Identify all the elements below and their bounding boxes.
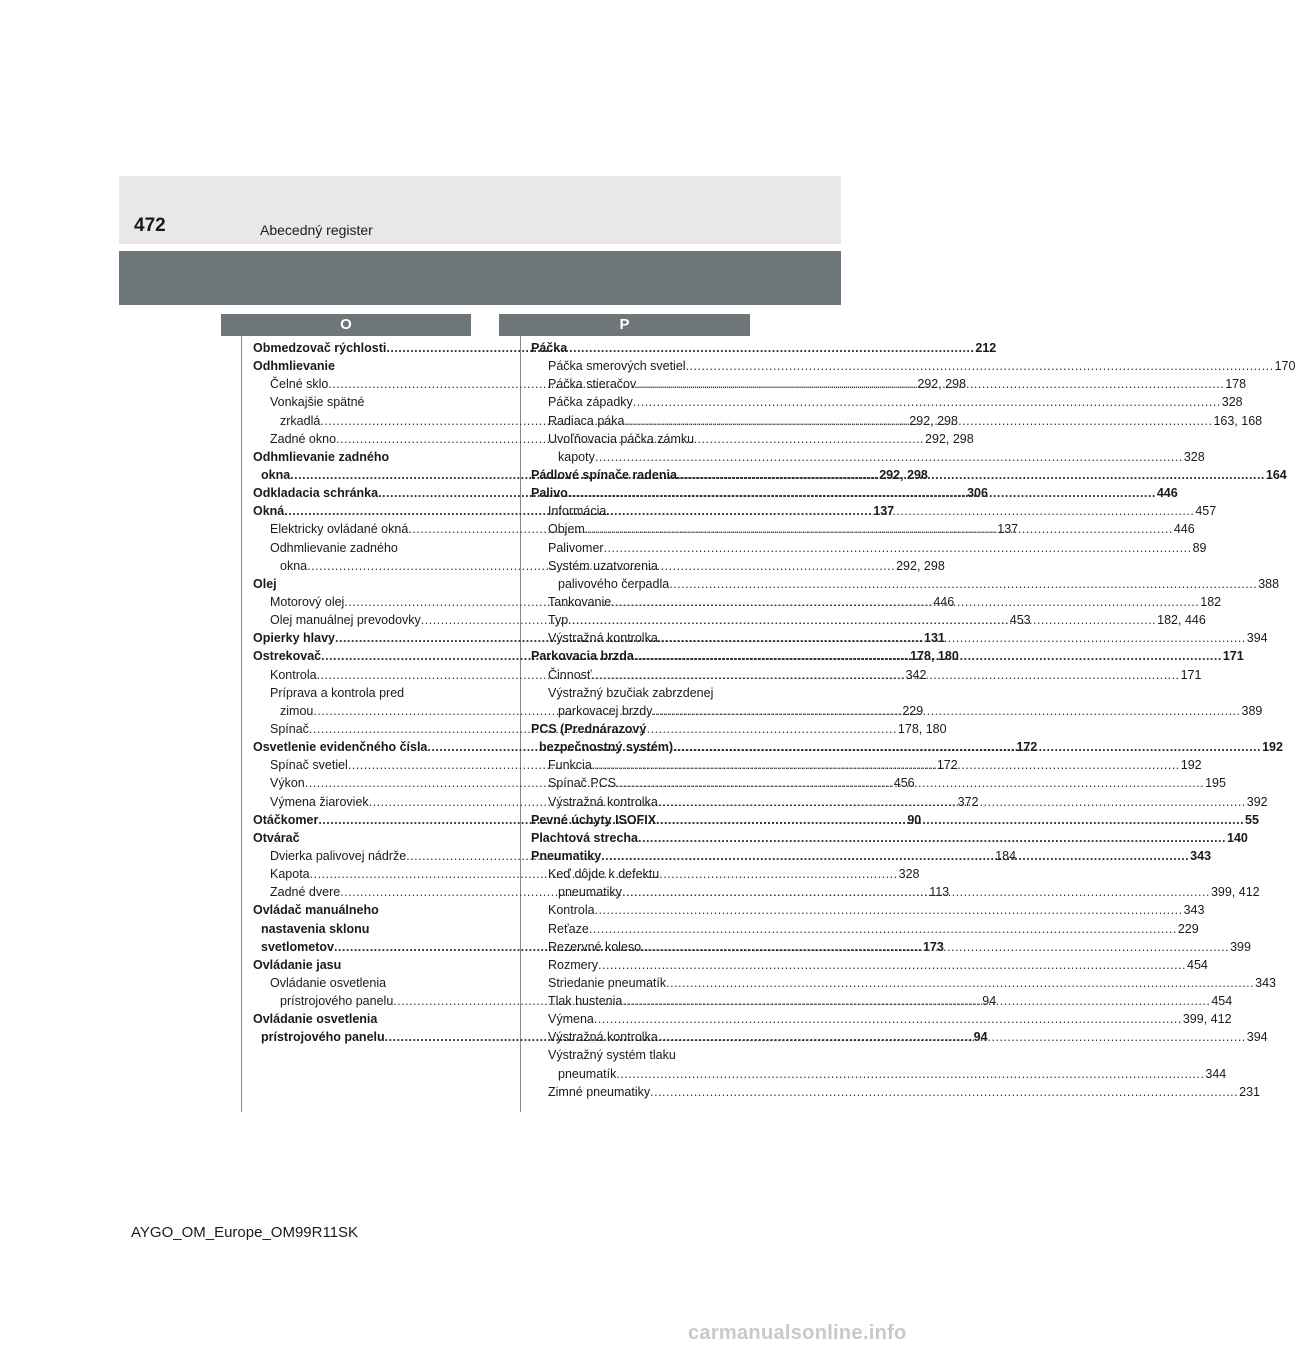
index-entry-pages: 343 (1255, 975, 1276, 990)
dot-leader (638, 829, 1226, 847)
index-entry-pages: 90 (907, 812, 922, 827)
index-entry-pages: 446 (933, 594, 955, 609)
index-entry-pages: 172 (936, 758, 958, 773)
index-entry-pages: 229 (902, 703, 924, 718)
index-entry-term: Tlak hustenia (548, 994, 623, 1009)
index-entry-term: pneumatík (558, 1066, 617, 1081)
index-entry (531, 920, 1199, 938)
index-entry-term: Keď dôjde k defektu (548, 867, 660, 882)
index-entry-term: Pevné úchyty ISOFIX (531, 812, 657, 827)
index-entry-term: Kapota (270, 867, 310, 882)
index-entry (531, 1028, 1268, 1046)
dot-leader (622, 883, 1210, 901)
index-entry-pages: 399 (1230, 939, 1251, 954)
index-entry-pages: 182, 446 (1157, 613, 1206, 628)
index-entry (531, 557, 750, 575)
index-entry-term: Olej (253, 576, 277, 591)
index-entry-term: svetlometov (261, 939, 334, 954)
index-entry-term: Výmena (548, 1012, 594, 1027)
dot-leader (641, 938, 1229, 956)
dot-leader (669, 575, 1257, 593)
index-entry-pages: 212 (975, 341, 997, 355)
index-entry-term: Zadné dvere (270, 885, 341, 900)
index-entry-pages: 89 (1192, 540, 1207, 555)
index-entry-pages: 454 (1211, 994, 1233, 1009)
dot-leader (653, 702, 1241, 720)
index-entry (253, 539, 471, 557)
index-entry-pages: 192 (1180, 758, 1202, 773)
page-number: 472 (134, 215, 166, 236)
dot-leader (568, 484, 1156, 502)
index-entry-term: Opierky hlavy (253, 631, 335, 646)
index-entry-pages: 192 (1262, 740, 1283, 755)
index-entry-pages: 182 (1200, 594, 1222, 609)
index-entry (253, 920, 471, 938)
column-divider-left (241, 336, 242, 1112)
index-entry-term: pneumatiky (558, 885, 622, 900)
dot-leader (589, 920, 1177, 938)
index-entry-pages: 344 (1205, 1066, 1227, 1081)
index-entry-term: Spínač PCS (548, 776, 617, 791)
dot-leader (604, 539, 1192, 557)
index-entry-term: zrkadlá (280, 413, 321, 428)
dot-leader (624, 412, 1212, 430)
index-entry-term: Ovládanie osvetlenia (253, 1012, 378, 1027)
index-entry-term: Informácia (548, 504, 607, 519)
index-entry (531, 575, 1280, 593)
index-entry-term: Výstražná kontrolka (548, 794, 658, 809)
index-entry (531, 1046, 750, 1064)
index-entry-pages: 328 (1183, 449, 1205, 464)
index-entry-term: Príprava a kontrola pred (270, 685, 405, 700)
dot-leader (594, 1010, 1182, 1028)
index-entry-term: palivového čerpadla (558, 576, 670, 591)
index-entry-term: Ovládanie osvetlenia (270, 975, 387, 990)
header-band (119, 251, 841, 305)
index-entry-term: Ovládač manuálneho (253, 903, 379, 918)
dot-leader (601, 847, 1189, 865)
dot-leader (633, 393, 1221, 411)
index-entry-pages: 229 (1177, 921, 1199, 936)
index-entry-term: Odhmlievanie zadného (253, 449, 390, 464)
index-entry (253, 956, 471, 974)
dot-leader (658, 793, 1246, 811)
index-entry-pages: 137 (873, 504, 895, 519)
index-entry-term: Pneumatiky (531, 848, 602, 863)
index-entry-term: Funkcia (548, 758, 592, 773)
index-entry-pages: 446 (1156, 486, 1178, 501)
index-entry-term: Spínač svetiel (270, 758, 348, 773)
index-entry-term: Ovládanie jasu (253, 957, 342, 972)
dot-leader (611, 593, 1199, 611)
index-entry-term: Výstražná kontrolka (548, 631, 658, 646)
index-entry (531, 1083, 1260, 1101)
index-entry-pages: 137 (997, 522, 1019, 537)
index-entry-pages: 170 (1274, 359, 1295, 374)
index-entry-term: Rozmery (548, 957, 599, 972)
index-entry-pages: 55 (1245, 812, 1259, 827)
index-entry-pages: 113 (929, 885, 950, 900)
index-entry (253, 357, 471, 375)
dot-leader (568, 611, 1156, 629)
index-entry-term: Objem (548, 522, 585, 537)
index-entry-pages: 446 (1173, 522, 1195, 537)
index-entry-term: Reťaze (548, 921, 589, 936)
index-entry-pages: 399, 412 (1210, 885, 1260, 900)
index-entry (531, 865, 750, 883)
index-entry-pages: 171 (1222, 649, 1244, 664)
index-entry-term: nastavenia sklonu (261, 921, 370, 936)
index-entry-term: Olej manuálnej prevodovky (270, 613, 421, 628)
index-entry-pages: 163, 168 (1213, 413, 1263, 428)
index-entry-term: bezpečnostný systém) (539, 740, 674, 755)
index-entry (253, 829, 471, 847)
index-entry-term: Výkon (270, 776, 305, 791)
index-entry-term: Radiaca páka (548, 413, 625, 428)
index-entry (531, 430, 750, 448)
index-entry-term: prístrojového panelu (261, 1030, 385, 1045)
dot-leader (636, 375, 1224, 393)
index-entry-term: Otáčkomer (253, 812, 319, 827)
index-entry-term: Odhmlievanie (253, 359, 335, 374)
index-entry-pages: 389 (1241, 703, 1263, 718)
dot-leader (616, 1065, 1204, 1083)
index-entry-pages: 343 (1190, 848, 1212, 863)
watermark: carmanualsonline.info (688, 1322, 907, 1344)
dot-leader (598, 956, 1186, 974)
index-entry (531, 1010, 1232, 1028)
dot-leader (656, 811, 1244, 829)
index-entry-pages: 399, 412 (1182, 1012, 1232, 1027)
index-entry-pages: 164 (1265, 467, 1287, 482)
dot-leader (595, 448, 1183, 466)
index-entry-pages: 171 (1180, 667, 1202, 682)
index-entry-pages: 94 (973, 1030, 988, 1045)
index-entry (531, 974, 1276, 992)
letter-heading-p: P (499, 314, 750, 336)
index-entry-term: Kontrola (270, 667, 317, 682)
index-entry-term: Plachtová strecha (531, 830, 638, 845)
dot-leader (616, 774, 1204, 792)
index-entry (253, 448, 471, 466)
index-entry-term: Vonkajšie spätné (270, 395, 365, 410)
index-entry-pages: 140 (1227, 830, 1248, 845)
index-entry (531, 357, 1295, 375)
index-entry-term: kapoty (558, 449, 595, 464)
header-top-bar (119, 176, 841, 244)
index-entry-term: Činnosť (548, 667, 592, 682)
index-entry-term: okna (280, 558, 308, 573)
index-entry-term: Ostrekovač (253, 649, 322, 664)
index-entry-term: Typ (548, 613, 569, 628)
index-entry-term: Striedanie pneumatík (548, 975, 667, 990)
index-entry-pages: 457 (1195, 504, 1217, 519)
index-entry-term: Uvoľňovacia páčka zámku (548, 431, 695, 446)
section-title: Abecedný register (260, 222, 373, 238)
index-entry-pages: 453 (1009, 613, 1031, 628)
index-entry-term: Palivomer (548, 540, 604, 555)
index-entry-pages: 328 (898, 867, 920, 882)
index-entry-pages: 394 (1246, 1030, 1268, 1045)
index-entry-pages: 343 (1183, 903, 1205, 918)
index-entry-term: Tankovanie (548, 594, 612, 609)
index-entry-term: Kontrola (548, 903, 595, 918)
index-entry (531, 339, 750, 357)
index-entry-term: Zimné pneumatiky (548, 1084, 651, 1099)
index-entry-pages: 394 (1246, 631, 1268, 646)
index-entry-term: parkovacej brzdy (558, 703, 653, 718)
index-entry-term: Osvetlenie evidenčného čísla (253, 740, 428, 755)
index-entry-term: Spínač (270, 721, 309, 736)
index-entry-pages: 184 (995, 848, 1017, 863)
index-entry-term: Obmedzovač rýchlosti (253, 341, 387, 355)
index-entry-term: Páčka (531, 341, 568, 355)
dot-leader (606, 502, 1194, 520)
index-entry-pages: 292, 298 (925, 431, 974, 446)
index-entry (531, 720, 750, 738)
index-entry (531, 448, 1205, 466)
index-entry-term: Páčka stieračov (548, 377, 637, 392)
index-entry-pages: 372 (957, 794, 979, 809)
index-entry-term: Výstražný bzučiak zabrzdenej (548, 685, 714, 700)
index-entry-term: prístrojového panelu (280, 994, 394, 1009)
index-entry-term: Rezervné koleso (548, 939, 642, 954)
index-entry-pages: 178, 180 (910, 649, 959, 664)
index-entry-term: Odkladacia schránka (253, 486, 379, 501)
index-entry-pages: 388 (1258, 576, 1280, 591)
index-entry-pages: 292, 298 (917, 377, 967, 392)
index-entry (531, 393, 1243, 411)
dot-leader (686, 357, 1274, 375)
index-entry-term: PCS (Prednárazový (531, 721, 647, 736)
index-entry-pages: 306 (967, 486, 988, 501)
index-entry-term: Výmena žiaroviek (270, 794, 369, 809)
index-entry-term: Výstražný systém tlaku (548, 1048, 676, 1063)
dot-leader (585, 520, 1173, 538)
index-entry-pages: 292, 298 (909, 413, 958, 428)
dot-leader (677, 466, 1265, 484)
index-entry-pages: 172 (1016, 740, 1038, 755)
index-entry-term: Palivo (531, 486, 568, 501)
index-entry-term: zimou (280, 703, 314, 718)
dot-leader (595, 901, 1183, 919)
index-entry-term: Parkovacia brzda (531, 649, 634, 664)
index-entry-term: Čelné sklo (270, 377, 329, 392)
document-code: AYGO_OM_Europe_OM99R11SK (131, 1224, 359, 1241)
index-entry-pages: 328 (1221, 395, 1243, 410)
index-entry-pages: 231 (1239, 1084, 1260, 1099)
index-entry-pages: 342 (905, 667, 927, 682)
dot-leader (666, 974, 1254, 992)
index-entry-pages: 173 (922, 939, 944, 954)
dot-leader (592, 666, 1180, 684)
index-entry-term: Dvierka palivovej nádrže (270, 848, 407, 863)
index-entry (253, 393, 471, 411)
index-entry-pages: 195 (1205, 776, 1226, 791)
index-entry-pages: 392 (1246, 794, 1268, 809)
dot-leader (592, 756, 1180, 774)
index-entry-pages: 178 (1225, 377, 1247, 392)
index-entry-pages: 178, 180 (897, 721, 947, 736)
dot-leader (658, 629, 1246, 647)
index-entry-pages: 94 (982, 994, 997, 1009)
index-entry (531, 956, 1208, 974)
index-entry-term: Okná (253, 504, 285, 519)
index-entry-term: Otvárač (253, 830, 300, 845)
index-entry-pages: 131 (924, 631, 945, 646)
index-entry-term: Výstražná kontrolka (548, 1030, 658, 1045)
index-entry (253, 684, 471, 702)
index-entry-term: Motorový olej (270, 594, 345, 609)
index-entry (253, 1010, 471, 1028)
index-entry-pages: 292, 298 (896, 558, 945, 573)
index-entry-term: Pádlové spínače radenia (531, 467, 677, 482)
index-entry-pages: 456 (893, 776, 915, 791)
index-entry-term: Odhmlievanie zadného (270, 540, 398, 555)
dot-leader (622, 992, 1210, 1010)
index-entry-pages: 292, 298 (879, 467, 928, 482)
index-entry-term: Zadné okno (270, 431, 337, 446)
index-entry-term: Páčka smerových svetiel (548, 359, 686, 374)
index-entry (531, 829, 1248, 847)
dot-leader (658, 1028, 1246, 1046)
index-entry-term: Páčka západky (548, 395, 633, 410)
index-entry (253, 974, 471, 992)
index-entry-term: okna (261, 467, 291, 482)
dot-leader (650, 1083, 1238, 1101)
index-entry (253, 901, 471, 919)
index-entry (531, 539, 1207, 557)
index-entry (253, 575, 471, 593)
index-entry (531, 901, 1205, 919)
dot-leader (634, 647, 1222, 665)
index-entry-pages: 454 (1187, 957, 1208, 972)
index-entry (531, 1065, 1227, 1083)
index-entry (531, 684, 750, 702)
dot-leader (673, 738, 1261, 756)
letter-heading-o: O (221, 314, 471, 336)
index-entry-term: Systém uzatvorenia (548, 558, 658, 573)
index-entry-term: Elektricky ovládané okná (270, 522, 409, 537)
